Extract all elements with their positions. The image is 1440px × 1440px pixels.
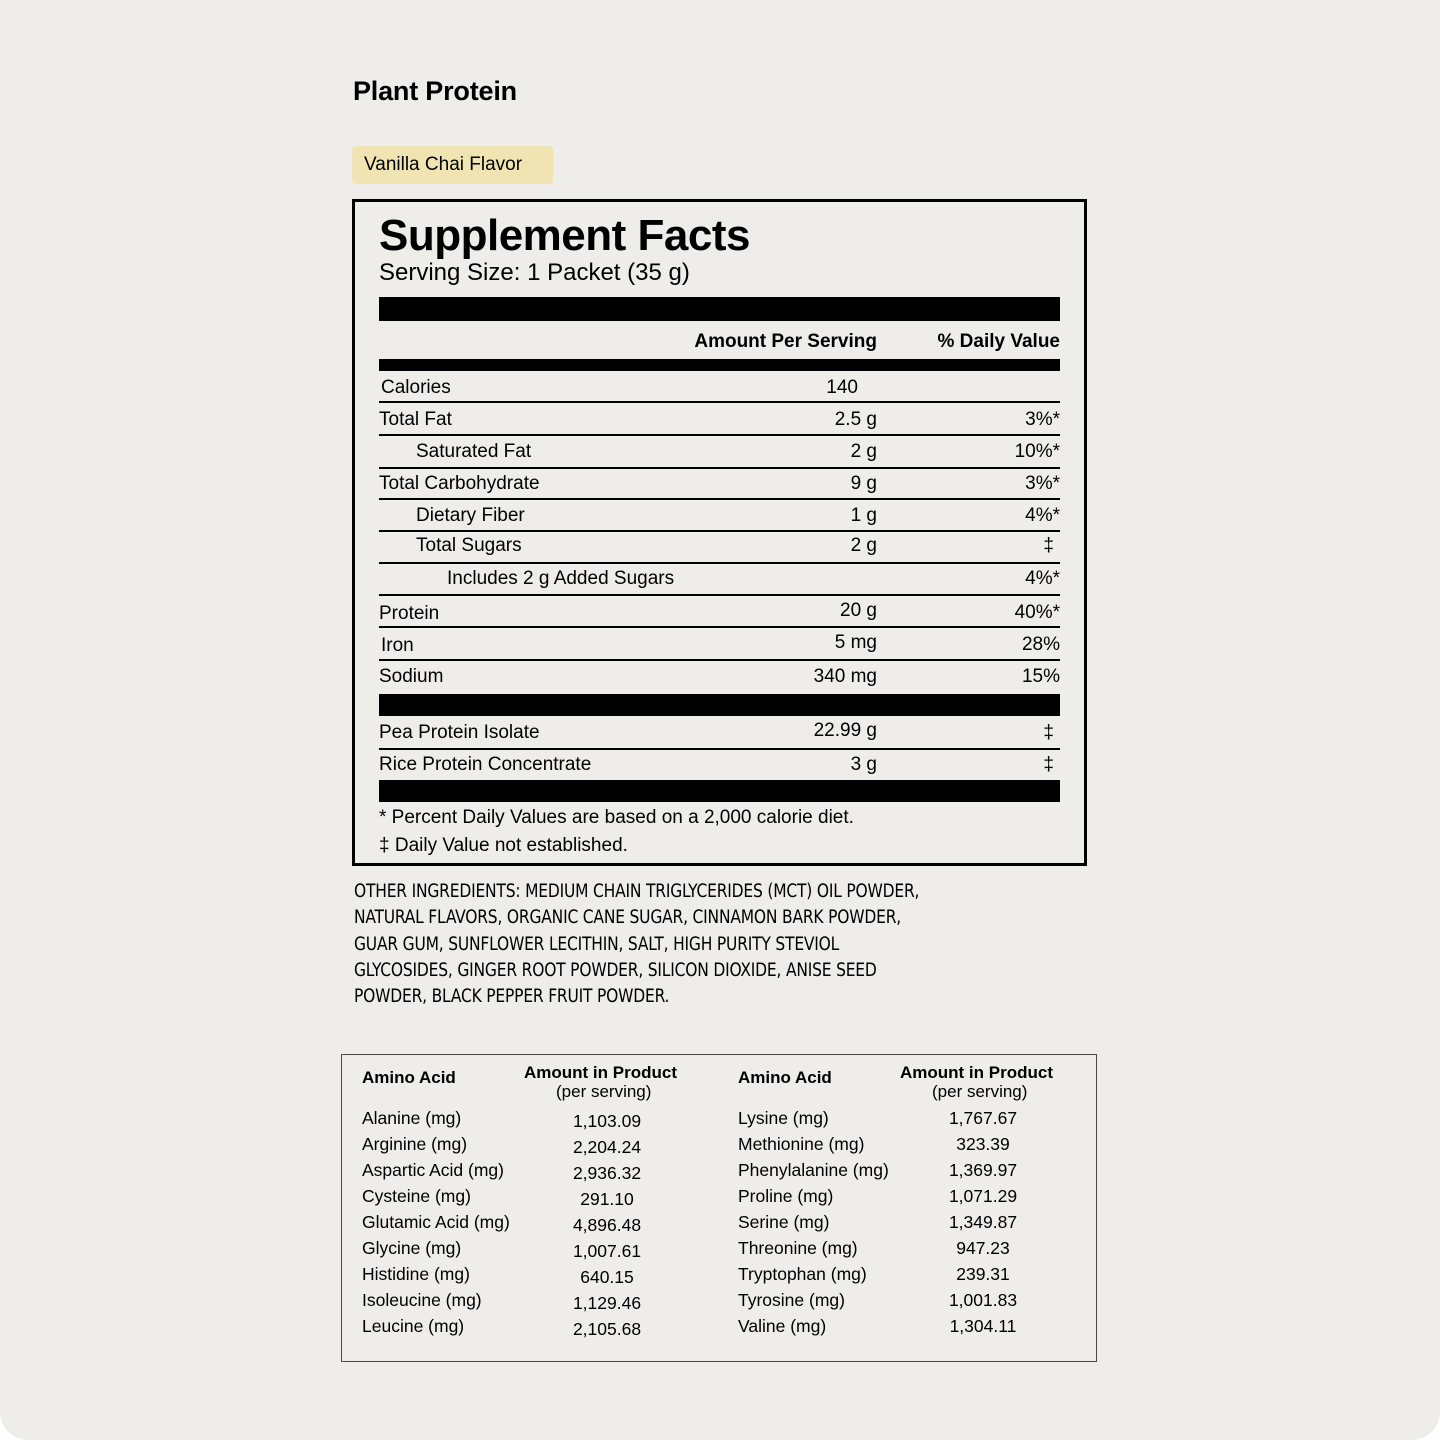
nutrient-dv: 15% [1021,666,1060,687]
thick-divider [379,694,1060,716]
amino-name: Tryptophan (mg) [738,1264,867,1284]
ingredient-amount: 3 g [850,754,877,775]
nutrient-row-iron [379,629,1060,661]
amino-value: 2,936.32 [572,1163,642,1183]
other-ingredients [354,879,1079,1010]
ingredient-dv: ‡ [1043,722,1054,743]
row-divider [379,401,1060,403]
amino-value: 291.10 [580,1189,634,1209]
row-divider [379,626,1060,628]
amino-value: 1,767.67 [948,1108,1018,1128]
nutrient-row-sodium [379,661,1060,693]
header-amount-right: Amount in Product [900,1063,1053,1082]
nutrient-row-added-sugars [379,564,1060,596]
nutrient-row-total-fat [379,406,1060,438]
nutrient-dv: 3%* [1025,473,1060,494]
amino-name: Threonine (mg) [738,1238,858,1258]
amino-name: Isoleucine (mg) [362,1290,482,1310]
nutrient-label: Calories [381,377,451,398]
serving-size: Serving Size: 1 Packet (35 g) [379,259,690,286]
ingredient-dv: ‡ [1043,754,1054,775]
nutrient-label: Protein [379,603,440,624]
nutrient-dv: 40%* [1014,602,1060,623]
amino-value: 239.31 [956,1264,1010,1284]
thick-divider [379,297,1060,321]
ingredient-label: Pea Protein Isolate [379,722,540,743]
amino-value: 640.15 [580,1267,634,1287]
nutrient-label: Includes 2 g Added Sugars [447,568,675,589]
nutrient-amount: 1 g [850,505,877,526]
footnote-not-established: ‡ Daily Value not established. [379,835,628,856]
amino-value: 4,896.48 [572,1215,642,1235]
nutrient-dv: 28% [1021,634,1060,655]
nutrient-dv: 4%* [1025,505,1060,526]
amino-value: 1,001.83 [948,1290,1018,1310]
ingredient-amount: 22.99 g [813,720,877,741]
amino-value: 1,103.09 [572,1111,642,1131]
nutrient-row-total-carbohydrate [379,470,1060,502]
nutrient-label: Total Fat [379,409,452,430]
nutrient-label: Saturated Fat [416,441,532,462]
medium-divider [379,359,1060,371]
header-per-serving-left: (per serving) [556,1082,652,1101]
row-divider [379,498,1060,500]
nutrient-amount: 2 g [850,535,877,556]
amino-value: 1,129.46 [572,1293,642,1313]
footnote-daily-values: * Percent Daily Values are based on a 2,000 calorie diet. [379,807,854,828]
amino-value: 2,204.24 [572,1137,642,1157]
amino-name: Glutamic Acid (mg) [362,1212,510,1232]
nutrient-label: Total Carbohydrate [379,473,540,494]
ingredients-line: OTHER INGREDIENTS: MEDIUM CHAIN TRIGLYCERIDES (MCT) OIL POWDER, [354,881,920,902]
facts-title: Supplement Facts [379,211,750,260]
row-divider [379,434,1060,436]
nutrient-label: Total Sugars [416,535,522,556]
row-divider [379,594,1060,596]
nutrient-amount: 340 mg [813,666,877,687]
amino-name: Cysteine (mg) [362,1186,471,1206]
amino-value: 1,071.29 [948,1186,1018,1206]
amino-name: Alanine (mg) [362,1108,462,1128]
nutrient-label: Dietary Fiber [416,505,525,526]
ingredients-line: POWDER, BLACK PEPPER FRUIT POWDER. [354,986,670,1008]
nutrient-dv: ‡ [1043,535,1054,556]
amino-name: Proline (mg) [738,1186,834,1206]
header-amount-per-serving: Amount Per Serving [694,331,877,352]
header-amino-acid-left: Amino Acid [362,1068,456,1087]
amino-name: Serine (mg) [738,1212,830,1232]
amino-name: Arginine (mg) [362,1134,468,1154]
nutrient-row-saturated-fat [379,438,1060,470]
row-divider [379,467,1060,469]
nutrient-dv: 4%* [1025,568,1060,589]
ingredients-line: GLYCOSIDES, GINGER ROOT POWDER, SILICON DIOXIDE, ANISE SEED [354,959,877,981]
header-daily-value: % Daily Value [937,331,1060,352]
amino-name: Leucine (mg) [362,1316,465,1336]
nutrient-amount: 2.5 g [834,409,877,430]
ingredients-line: GUAR GUM, SUNFLOWER LECITHIN, SALT, HIGH PURITY STEVIOL [354,933,840,955]
blend-row-pea-protein [379,717,1060,749]
nutrient-row-total-sugars [379,532,1060,564]
amino-name: Histidine (mg) [362,1264,470,1284]
amino-name: Lysine (mg) [738,1108,829,1128]
amino-name: Phenylalanine (mg) [738,1160,889,1180]
nutrient-label: Sodium [379,666,444,687]
amino-name: Methionine (mg) [738,1134,865,1154]
product-title: Plant Protein [353,76,517,106]
amino-acid-table [341,1054,1097,1362]
amino-value: 323.39 [956,1134,1010,1154]
amino-name: Valine (mg) [738,1316,827,1336]
nutrient-row-protein [379,597,1060,629]
supplement-facts-panel [352,199,1087,866]
nutrient-amount: 5 mg [834,632,877,653]
ingredients-line: NATURAL FLAVORS, ORGANIC CANE SUGAR, CINNAMON BARK POWDER, [354,907,901,929]
header-amount-left: Amount in Product [524,1063,677,1082]
amino-value: 947.23 [956,1238,1010,1258]
header-per-serving-right: (per serving) [932,1082,1028,1101]
nutrient-amount: 20 g [840,600,877,621]
amino-value: 1,007.61 [572,1241,642,1261]
nutrient-amount: 2 g [850,441,877,462]
amino-name: Tyrosine (mg) [738,1290,845,1310]
amino-name: Glycine (mg) [362,1238,462,1258]
amino-name: Aspartic Acid (mg) [362,1160,504,1180]
amino-value: 1,369.97 [948,1160,1018,1180]
nutrient-amount: 9 g [850,473,877,494]
flavor-badge: Vanilla Chai Flavor [352,146,553,184]
ingredient-label: Rice Protein Concentrate [379,754,592,775]
nutrient-dv: 3%* [1025,409,1060,430]
amino-value: 1,304.11 [949,1316,1017,1336]
nutrient-row-dietary-fiber [379,501,1060,533]
nutrient-row-calories [379,374,1060,406]
nutrient-label: Iron [381,635,414,656]
nutrient-amount: 140 [826,377,858,398]
amino-value: 2,105.68 [572,1319,642,1339]
blend-row-rice-protein [379,750,1060,782]
amino-value: 1,349.87 [948,1212,1018,1232]
nutrient-dv: 10%* [1014,441,1060,462]
header-amino-acid-right: Amino Acid [738,1068,832,1087]
thick-divider [379,780,1060,802]
